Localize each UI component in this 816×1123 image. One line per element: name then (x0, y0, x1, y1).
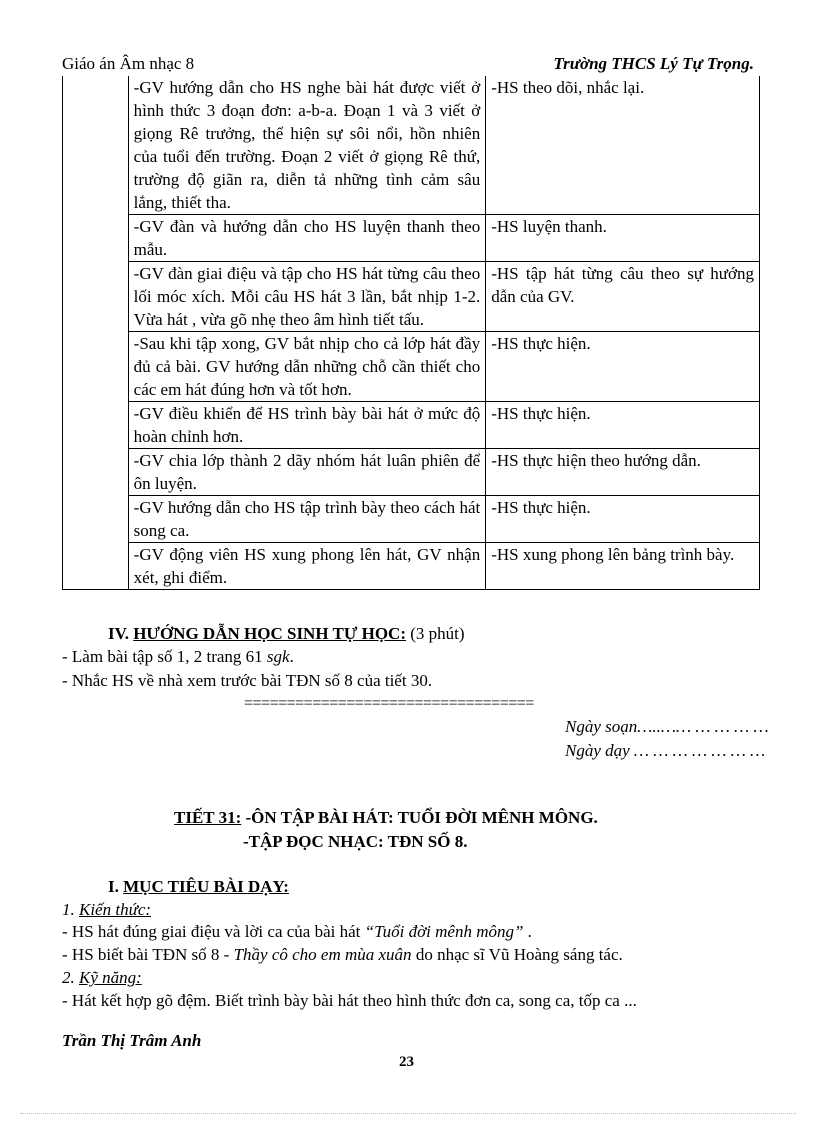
activity-column-cell (63, 449, 129, 496)
lesson-title-line-2: -TẬP ĐỌC NHẠC: TĐN SỐ 8. (243, 832, 468, 851)
date-taught: Ngày dạy … … … … … … … (565, 741, 766, 760)
teacher-activity-cell: -GV động viên HS xung phong lên hát, GV nhận xét, ghi điểm. (128, 543, 486, 590)
activity-table (62, 76, 760, 590)
section-4-heading (108, 624, 465, 644)
activity-column-cell (63, 496, 129, 543)
activity-column-cell (63, 332, 129, 402)
skills-item-1: - Hát kết hợp gõ đệm. Biết trình bày bài hát theo hình thức đơn ca, song ca, tốp ca ... (62, 991, 637, 1010)
knowledge-item-1-song: “Tuổi đời mênh mông” (364, 922, 524, 941)
section-1-title: MỤC TIÊU BÀI DẠY: (123, 877, 289, 896)
activity-column-cell (63, 262, 129, 332)
table-row (63, 76, 760, 215)
subsection-knowledge (62, 900, 151, 920)
student-activity-cell: -HS xung phong lên bảng trình bày. (486, 543, 760, 590)
section-4-time: (3 phút) (406, 624, 465, 643)
knowledge-item-2-end: do nhạc sĩ Vũ Hoàng sáng tác. (411, 945, 623, 964)
activity-column-cell (63, 76, 129, 215)
student-activity-cell: -HS thực hiện. (486, 402, 760, 449)
knowledge-item-2-text: - HS biết bài TĐN số 8 - (62, 945, 234, 964)
table-row (63, 215, 760, 262)
knowledge-item-1-end: . (523, 922, 532, 941)
section-1-heading (108, 877, 289, 897)
table-row (63, 449, 760, 496)
table-row (63, 262, 760, 332)
teacher-activity-cell: -GV đàn và hướng dẫn cho HS luyện thanh theo mẫu. (128, 215, 486, 262)
homework-item-1-end: . (289, 647, 294, 666)
page-number: 23 (399, 1054, 414, 1070)
table-row (63, 332, 760, 402)
activity-table-body (63, 76, 760, 590)
homework-item-1-text: - Làm bài tập số 1, 2 trang 61 (62, 647, 267, 666)
student-activity-cell: -HS thực hiện. (486, 332, 760, 402)
activity-column-cell (63, 402, 129, 449)
subsection-skills-title: Kỹ năng: (79, 968, 142, 987)
lesson-label: TIẾT 31: (174, 808, 242, 827)
student-activity-cell: -HS thực hiện. (486, 496, 760, 543)
knowledge-item-2 (62, 945, 623, 965)
subsection-skills (62, 968, 142, 988)
page-header (62, 54, 754, 78)
table-row (63, 543, 760, 590)
teacher-activity-cell: -GV chia lớp thành 2 dãy nhóm hát luân phiên để ôn luyện. (128, 449, 486, 496)
section-4-number: IV. (108, 624, 134, 643)
author-name: Trần Thị Trâm Anh (62, 1031, 202, 1050)
lesson-title-line-1 (174, 808, 598, 828)
knowledge-item-1 (62, 922, 532, 942)
activity-column-cell (63, 543, 129, 590)
homework-item-1 (62, 647, 294, 667)
student-activity-cell: -HS luyện thanh. (486, 215, 760, 262)
teacher-activity-cell: -GV hướng dẫn cho HS tập trình bày theo cách hát song ca. (128, 496, 486, 543)
student-activity-cell: -HS theo dõi, nhắc lại. (486, 76, 760, 215)
table-row (63, 402, 760, 449)
teacher-activity-cell: -Sau khi tập xong, GV bắt nhịp cho cả lớp hát đầy đủ cả bài. GV hướng dẫn những chỗ cần thiết cho các em hát đúng hơn và tốt hơn. (128, 332, 486, 402)
date-prepared: Ngày soạn…..…… … … … … (565, 717, 769, 736)
subsection-skills-number: 2. (62, 968, 79, 987)
header-subject: Giáo án Âm nhạc 8 (62, 54, 195, 73)
knowledge-item-2-song: Thầy cô cho em mùa xuân (233, 945, 412, 964)
homework-item-2: - Nhắc HS về nhà xem trước bài TĐN số 8 của tiết 30. (62, 671, 433, 690)
footer-divider (20, 1113, 796, 1114)
section-4-title: HƯỚNG DẪN HỌC SINH TỰ HỌC: (133, 624, 406, 643)
activity-column-cell (63, 215, 129, 262)
section-1-number: I. (108, 877, 124, 896)
subsection-knowledge-title: Kiến thức: (79, 900, 152, 919)
header-school: Trường THCS Lý Tự Trọng. (553, 54, 754, 73)
separator-line: ================================== (244, 695, 534, 712)
knowledge-item-1-text: - HS hát đúng giai điệu và lời ca của bài hát (62, 922, 365, 941)
lesson-title-1-text: -ÔN TẬP BÀI HÁT: TUỔI ĐỜI MÊNH MÔNG. (241, 808, 598, 827)
student-activity-cell: -HS thực hiện theo hướng dẫn. (486, 449, 760, 496)
subsection-knowledge-number: 1. (62, 900, 79, 919)
teacher-activity-cell: -GV điều khiển để HS trình bày bài hát ở mức độ hoàn chỉnh hơn. (128, 402, 486, 449)
teacher-activity-cell: -GV hướng dẫn cho HS nghe bài hát được viết ở hình thức 3 đoạn đơn: a-b-a. Đoạn 1 và 3 viết ở giọng Rê trưởng, thể hiện sự sôi nổi, hồn nhiên của tuổi đến trường. Đoạn 2 viết ở giọng Rê thứ, trường độ giãn ra, diễn tả những tình cảm sâu lắng, thiết tha. (128, 76, 486, 215)
table-row (63, 496, 760, 543)
student-activity-cell: -HS tập hát từng câu theo sự hướng dẫn của GV. (486, 262, 760, 332)
teacher-activity-cell: -GV đàn giai điệu và tập cho HS hát từng câu theo lối móc xích. Mỗi câu HS hát 3 lần, bắt nhịp 1-2. Vừa hát , vừa gõ nhẹ theo âm hình tiết tấu. (128, 262, 486, 332)
homework-item-1-sgk: sgk (266, 647, 290, 666)
